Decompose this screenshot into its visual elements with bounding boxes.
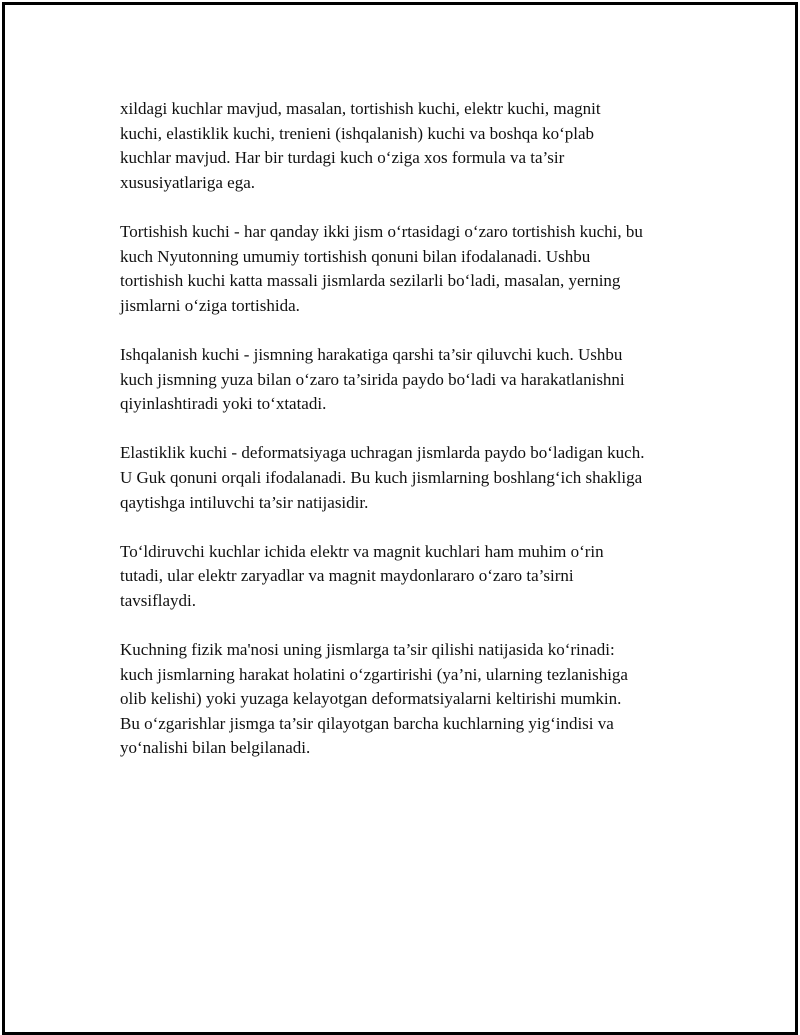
text-line: Elastiklik kuchi - deformatsiyaga uchragan jismlarda paydo bo‘ladigan kuch. (120, 443, 645, 463)
text-line: Tortishish kuchi - har qanday ikki jism o‘rtasidagi o‘zaro tortishish kuchi, bu (120, 221, 643, 241)
paragraph-3 (120, 343, 700, 417)
text-line: kuchlar mavjud. Har bir turdagi kuch o‘ziga xos formula va ta’sir (120, 148, 565, 168)
paragraph-4 (120, 441, 700, 515)
text-line: qiyinlashtiradi yoki to‘xtatadi. (120, 394, 327, 414)
text-line: kuch Nyutonning umumiy tortishish qonuni bilan ifodalanadi. Ushbu (120, 246, 591, 266)
paragraph-6 (120, 638, 700, 761)
text-line: xususiyatlariga ega. (120, 172, 256, 192)
text-line: U Guk qonuni orqali ifodalanadi. Bu kuch jismlarning boshlang‘ich shakliga (120, 467, 643, 487)
text-line: kuchi, elastiklik kuchi, trenieni (ishqalanish) kuchi va boshqa ko‘plab (120, 123, 594, 143)
text-line: kuch jismlarning harakat holatini o‘zgartirishi (ya’ni, ularning tezlanishiga (120, 664, 628, 684)
paragraph-1 (120, 97, 700, 195)
text-line: xildagi kuchlar mavjud, masalan, tortishish kuchi, elektr kuchi, magnit (120, 99, 601, 118)
paragraph-5 (120, 540, 700, 614)
page-frame (2, 2, 798, 1035)
text-line: tavsiflaydi. (120, 590, 197, 610)
document-body (120, 97, 700, 786)
text-line: Ishqalanish kuchi - jismning harakatiga qarshi ta’sir qiluvchi kuch. Ushbu (120, 344, 623, 364)
text-line: To‘ldiruvchi kuchlar ichida elektr va magnit kuchlari ham muhim o‘rin (120, 541, 604, 561)
text-line: Bu o‘zgarishlar jismga ta’sir qilayotgan barcha kuchlarning yig‘indisi va (120, 713, 614, 733)
text-line: Kuchning fizik ma'nosi uning jismlarga ta’sir qilishi natijasida ko‘rinadi: (120, 640, 615, 660)
text-line: kuch jismning yuza bilan o‘zaro ta’sirida paydo bo‘ladi va harakatlanishni (120, 369, 625, 389)
text-line: tutadi, ular elektr zaryadlar va magnit maydonlararo o‘zaro ta’sirni (120, 566, 574, 586)
text-line: tortishish kuchi katta massali jismlarda sezilarli bo‘ladi, masalan, yerning (120, 271, 621, 291)
text-line: yo‘nalishi bilan belgilanadi. (120, 738, 311, 758)
paragraph-2 (120, 220, 700, 318)
text-line: qaytishga intiluvchi ta’sir natijasidir. (120, 492, 369, 512)
text-line: jismlarni o‘ziga tortishida. (120, 295, 300, 315)
text-line: olib kelishi) yoki yuzaga kelayotgan deformatsiyalarni keltirishi mumkin. (120, 689, 622, 709)
